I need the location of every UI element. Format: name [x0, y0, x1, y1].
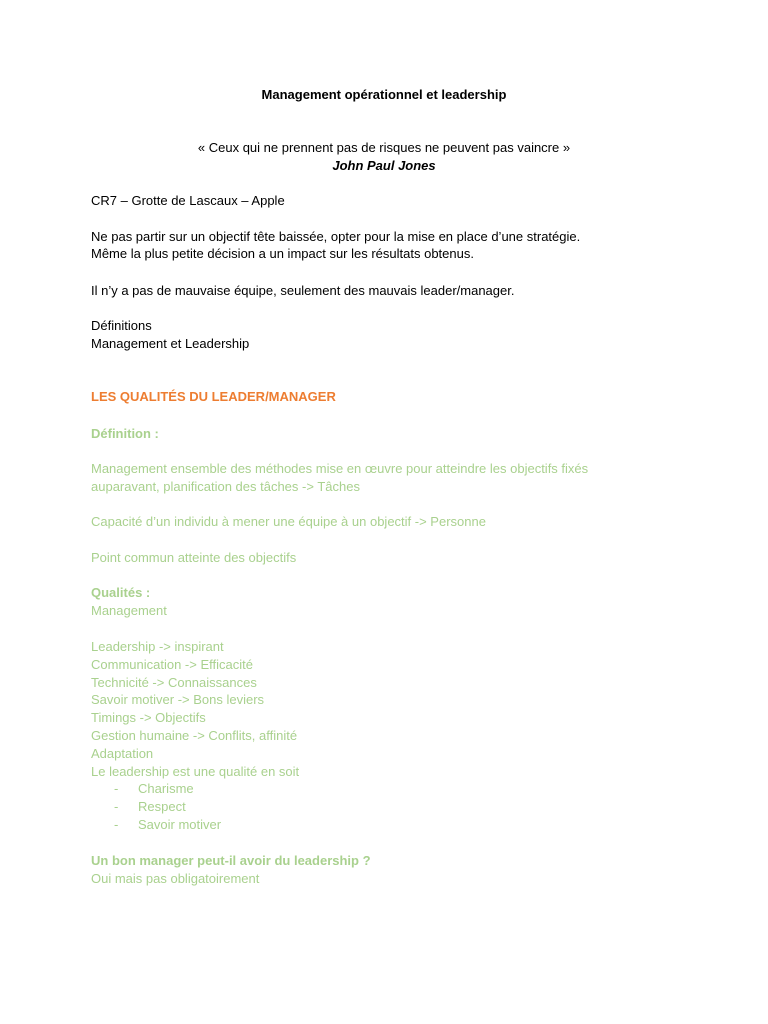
bullet-dash: -	[114, 817, 119, 832]
examples-line: CR7 – Grotte de Lascaux – Apple	[91, 193, 285, 208]
paragraph-1-line-1: Ne pas partir sur un objectif tête baissée, opter pour la mise en place d’une stratégie.	[91, 229, 581, 244]
qualites-label: Qualités :	[91, 585, 151, 600]
answer: Oui mais pas obligatoirement	[91, 871, 260, 886]
bullet-dash: -	[114, 781, 119, 796]
bullet-item: Charisme	[138, 781, 194, 796]
bullet-dash: -	[114, 799, 119, 814]
definition-3: Point commun atteinte des objectifs	[91, 550, 297, 565]
quality-item: Communication -> Efficacité	[91, 657, 253, 672]
quality-item: Timings -> Objectifs	[91, 710, 206, 725]
bullet-item: Savoir motiver	[138, 817, 222, 832]
section-heading: LES QUALITÉS DU LEADER/MANAGER	[91, 389, 336, 404]
quality-item: Technicité -> Connaissances	[91, 675, 257, 690]
quality-item: Gestion humaine -> Conflits, affinité	[91, 728, 298, 743]
quality-item: Savoir motiver -> Bons leviers	[91, 692, 265, 707]
quality-item: Adaptation	[91, 746, 154, 761]
paragraph-1-line-2: Même la plus petite décision a un impact sur les résultats obtenus.	[91, 246, 474, 261]
definition-1-line-2: auparavant, planification des tâches -> Tâches	[91, 479, 360, 494]
definition-1-line-1: Management ensemble des méthodes mise en œuvre pour atteindre les objectifs fixés	[91, 461, 589, 476]
quality-item: Le leadership est une qualité en soit	[91, 764, 300, 779]
bullet-item: Respect	[138, 799, 186, 814]
quality-item: Leadership -> inspirant	[91, 639, 224, 654]
definition-2: Capacité d’un individu à mener une équipe à un objectif -> Personne	[91, 514, 486, 529]
definitions-subtitle: Management et Leadership	[91, 336, 250, 351]
document-title: Management opérationnel et leadership	[261, 87, 507, 102]
definition-label: Définition :	[91, 426, 159, 441]
qualites-subtitle: Management	[91, 603, 167, 618]
paragraph-2: Il n’y a pas de mauvaise équipe, seulement des mauvais leader/manager.	[91, 283, 515, 298]
quote: « Ceux qui ne prennent pas de risques ne peuvent pas vaincre »	[197, 140, 571, 155]
definitions-label: Définitions	[91, 318, 152, 333]
quote-author: John Paul Jones	[332, 158, 436, 173]
question: Un bon manager peut-il avoir du leadership ?	[91, 853, 371, 868]
